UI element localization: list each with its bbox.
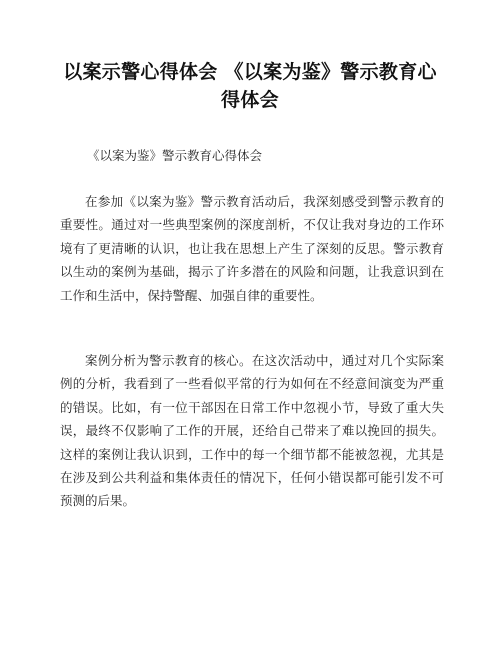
document-title: 以案示警心得体会 《以案为鉴》警示教育心得体会 — [63, 61, 437, 111]
paragraph-1: 在参加《以案为鉴》警示教育活动后，我深刻感受到警示教育的重要性。通过对一些典型案例的深度剖析，不仅让我对身边的工作环境有了更清晰的认识，也让我在思想上产生了深刻的反思。警示教育以生动的案例为基础，揭示了许多潜在的风险和问题，让我意识到在工作和生活中，保持警醒、加强自律的重要性。 — [60, 194, 444, 303]
paragraph-2: 案例分析为警示教育的核心。在这次活动中，通过对几个实际案例的分析，我看到了一些看似平常的行为如何在不经意间演变为严重的错误。比如，有一位干部因在日常工作中忽视小节，导致了重大失误，最终不仅影响了工作的开展，还给自己带来了难以挽回的损失。这样的案例让我认识到，工作中的每一个细节都不能被忽视，尤其是在涉及到公共利益和集体责任的情况下，任何小错误都可能引发不可预测的后果。 — [60, 353, 444, 509]
document-subtitle: 《以案为鉴》警示教育心得体会 — [87, 148, 263, 163]
